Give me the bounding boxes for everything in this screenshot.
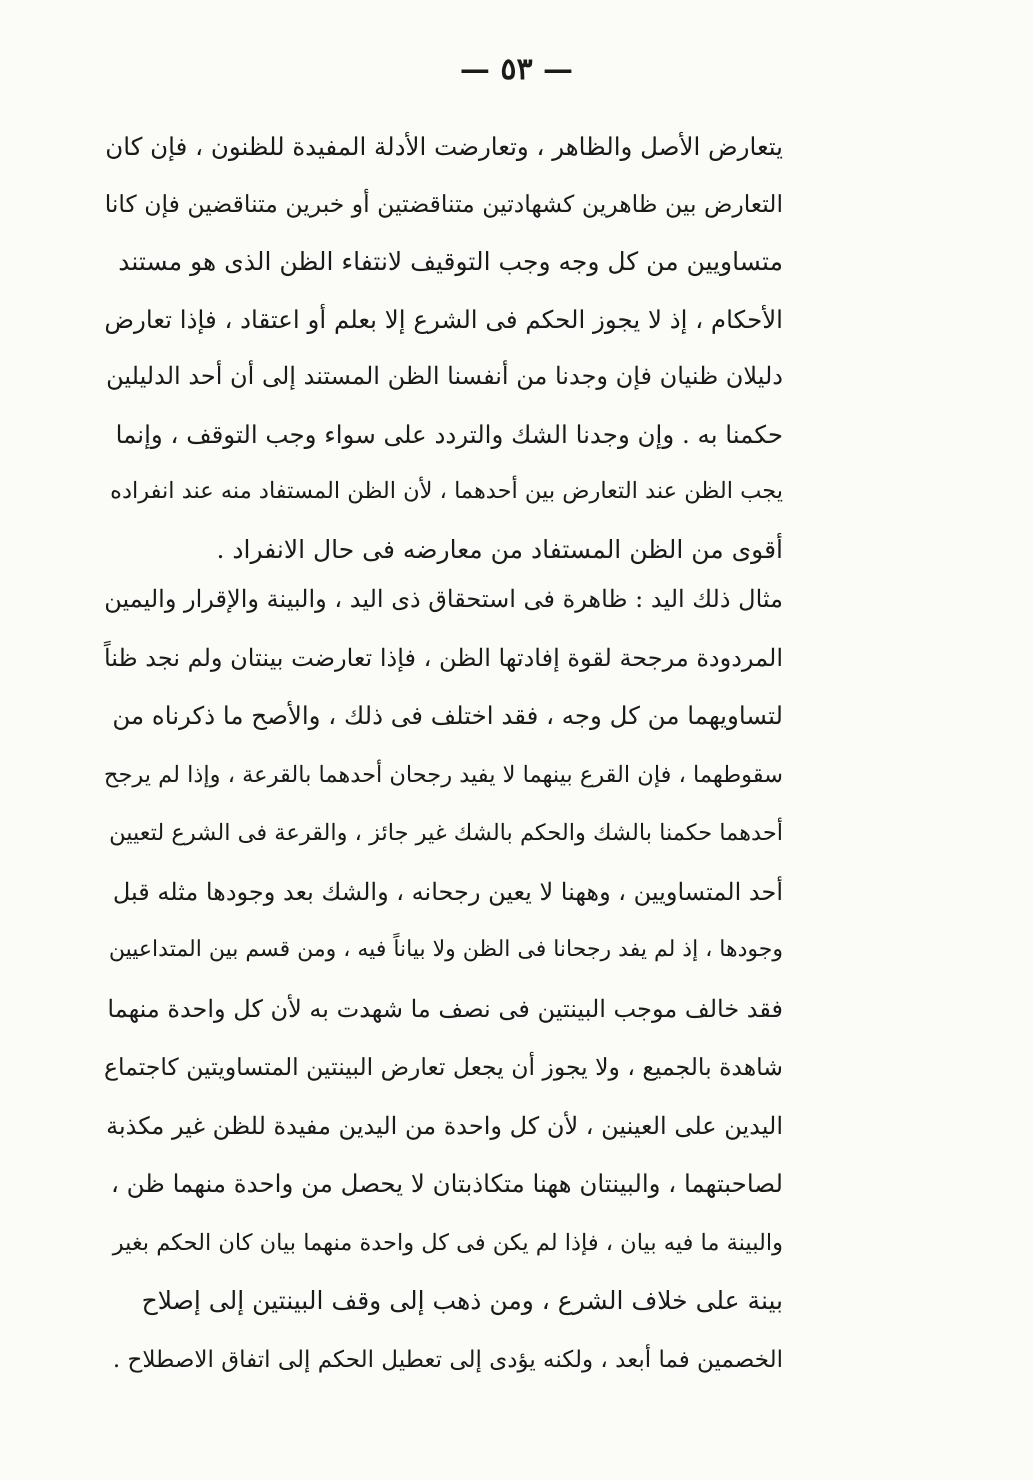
text-line: متساويين من كل وجه وجب التوقيف لانتفاء الظن الذى هو مستند [118,247,783,276]
text-line: أحدهما حكمنا بالشك والحكم بالشك غير جائز ، والقرعة فى الشرع لتعيين [109,820,783,846]
text-line: والبينة ما فيه بيان ، فإذا لم يكن فى كل واحدة منهما بيان كان الحكم بغير [112,1229,783,1256]
text-line: وجودها ، إذ لم يفد رجحانا فى الظن ولا بياناً فيه ، ومن قسم بين المتداعيين [108,937,783,962]
text-line: الأحكام ، إذ لا يجوز الحكم فى الشرع إلا بعلم أو اعتقاد ، فإذا تعارض [104,304,783,334]
text-line: بينة على خلاف الشرع ، ومن ذهب إلى وقف البينتين إلى إصلاح [141,1286,783,1315]
text-line: مثال ذلك اليد : ظاهرة فى استحقاق ذى اليد ، والبينة والإقرار واليمين [104,585,783,613]
text-line: فقد خالف موجب البينتين فى نصف ما شهدت به لأن كل واحدة منهما [107,994,783,1023]
text-line: لصاحبتهما ، والبينتان ههنا متكاذبتان لا يحصل من واحدة منهما ظن ، [110,1169,783,1198]
text-line: شاهدة بالجميع ، ولا يجوز أن يجعل تعارض البينتين المتساويتين كاجتماع [104,1053,783,1081]
text-line: أقوى من الظن المستفاد من معارضه فى حال الانفراد . [216,534,783,564]
paragraph-2 [103,570,783,1389]
text-line: الخصمين فما أبعد ، ولكنه يؤدى إلى تعطيل الحكم إلى اتفاق الاصطلاح . [112,1346,783,1373]
text-line: المردودة مرجحة لقوة إفادتها الظن ، فإذا تعارضت بينتان ولم نجد ظناً [103,643,783,672]
text-line: لتساويهما من كل وجه ، فقد اختلف فى ذلك ، والأصح ما ذكرناه من [112,701,783,730]
text-line: أحد المتساويين ، وههنا لا يعين رجحانه ، والشك بعد وجودها مثله قبل [112,877,783,906]
text-line: دليلان ظنيان فإن وجدنا من أنفسنا الظن المستند إلى أن أحد الدليلين [106,362,783,390]
paragraph-1 [103,118,783,578]
text-line: التعارض بين ظاهرين كشهادتين متناقضتين أو خبرين متناقضين فإن كانا [104,189,783,218]
text-line: حكمنا به . وإن وجدنا الشك والتردد على سواء وجب التوقف ، وإنما [115,419,783,449]
text-line: اليدين على العينين ، لأن كل واحدة من اليدين مفيدة للظن غير مكذبة [106,1111,783,1140]
page-number: — ٥٣ — [459,52,574,87]
text-line: يجب الظن عند التعارض بين أحدهما ، لأن الظن المستفاد منه عند انفراده [110,478,783,504]
text-line: سقوطهما ، فإن القرع بينهما لا يفيد رجحان أحدهما بالقرعة ، وإذا لم يرجح [103,761,783,788]
text-line: يتعارض الأصل والظاهر ، وتعارضت الأدلة المفيدة للظنون ، فإن كان [105,132,783,161]
